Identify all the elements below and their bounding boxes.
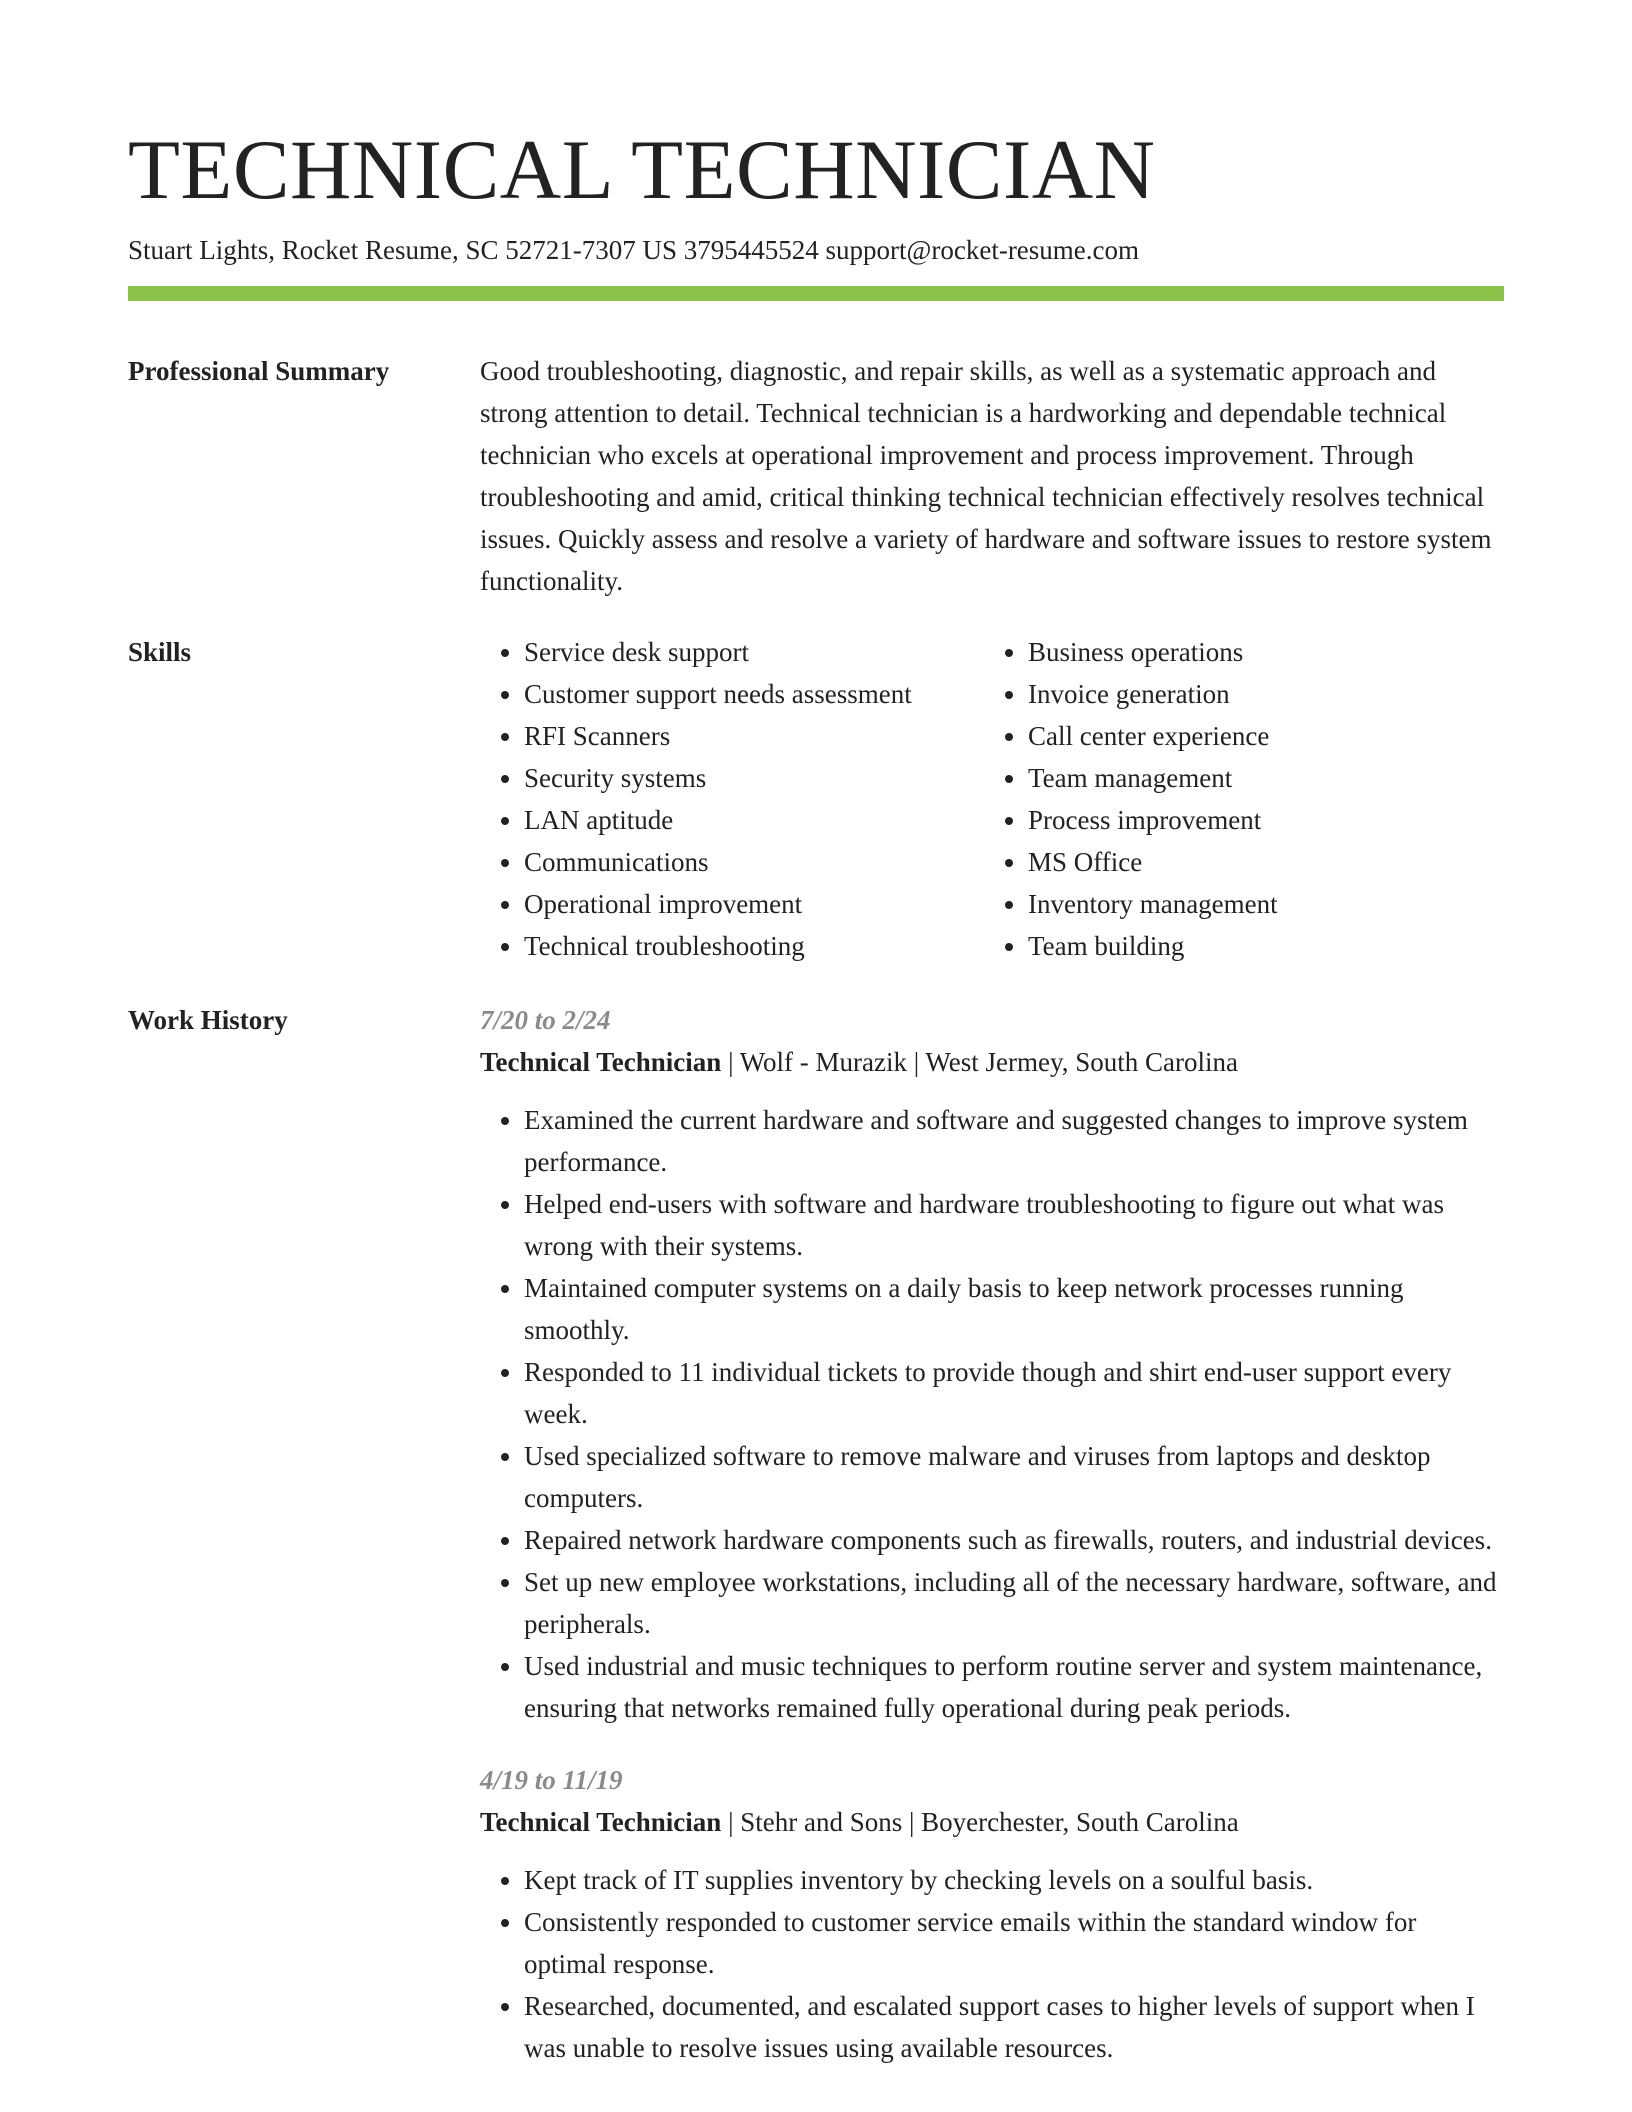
skill-item: • Inventory management xyxy=(1028,883,1548,925)
skills-list-right xyxy=(984,631,1548,967)
skill-item: • Technical troubleshooting xyxy=(524,925,984,967)
job-employer-location: | Stehr and Sons | Boyerchester, South Carolina xyxy=(721,1807,1239,1837)
skill-item: • Service desk support xyxy=(524,631,984,673)
skill-item: • Customer support needs assessment xyxy=(524,673,984,715)
skill-item: • RFI Scanners xyxy=(524,715,984,757)
job-duty: • Examined the current hardware and software and suggested changes to improve system performance. xyxy=(524,1099,1504,1183)
accent-divider xyxy=(128,286,1504,301)
job-duty: • Helped end-users with software and hardware troubleshooting to figure out what was wrong with their systems. xyxy=(524,1183,1504,1267)
skill-item: • Invoice generation xyxy=(1028,673,1548,715)
job-duties-list xyxy=(480,1859,1504,2069)
job-employer-location: | Wolf - Murazik | West Jermey, South Carolina xyxy=(721,1047,1238,1077)
summary-text: Good troubleshooting, diagnostic, and repair skills, as well as a systematic approach and strong attention to detail. Technical technician is a hardworking and dependable technical technician who excels at operational improvement and process improvement. Through troubleshooting and amid, critical thinking technical technician effectively resolves technical issues. Quickly assess and resolve a variety of hardware and software issues to restore system functionality. xyxy=(480,356,1492,596)
skill-item: • Team management xyxy=(1028,757,1548,799)
job-duty: • Maintained computer systems on a daily basis to keep network processes running smoothly. xyxy=(524,1267,1504,1351)
skill-item: • MS Office xyxy=(1028,841,1548,883)
summary-section xyxy=(480,350,1504,602)
job-entry xyxy=(480,999,1504,1729)
contact-line xyxy=(128,230,1139,270)
job-duty: • Kept track of IT supplies inventory by checking levels on a soulful basis. xyxy=(524,1859,1504,1901)
skills-section xyxy=(480,631,1504,967)
summary-heading: Professional Summary xyxy=(128,356,390,386)
job-title: Technical Technician xyxy=(480,1047,722,1077)
job-duty: • Researched, documented, and escalated support cases to higher levels of support when I was unable to resolve issues using available resources. xyxy=(524,1985,1504,2069)
skill-item: • LAN aptitude xyxy=(524,799,984,841)
job-duties-list xyxy=(480,1099,1504,1729)
skill-item: • Security systems xyxy=(524,757,984,799)
skill-item: • Call center experience xyxy=(1028,715,1548,757)
contact-phone: 3795445524 xyxy=(683,235,819,265)
job-title: Technical Technician xyxy=(480,1807,722,1837)
skill-item: • Process improvement xyxy=(1028,799,1548,841)
skills-heading: Skills xyxy=(128,637,192,667)
job-duty: • Repaired network hardware components such as firewalls, routers, and industrial devices. xyxy=(524,1519,1504,1561)
job-duty: • Used specialized software to remove malware and viruses from laptops and desktop computers. xyxy=(524,1435,1504,1519)
skills-list-left xyxy=(480,631,984,967)
job-duty: • Used industrial and music techniques to perform routine server and system maintenance, ensuring that networks remained fully operational during peak periods. xyxy=(524,1645,1504,1729)
skill-item: • Team building xyxy=(1028,925,1548,967)
work-history-heading: Work History xyxy=(128,1005,288,1035)
job-duty: • Set up new employee workstations, including all of the necessary hardware, software, and peripherals. xyxy=(524,1561,1504,1645)
job-heading xyxy=(480,1041,1504,1083)
job-duty: • Consistently responded to customer service emails within the standard window for optimal response. xyxy=(524,1901,1504,1985)
job-entry xyxy=(480,1759,1504,2069)
skill-item: • Business operations xyxy=(1028,631,1548,673)
job-heading xyxy=(480,1801,1504,1843)
contact-address: Stuart Lights, Rocket Resume, SC 52721-7307 US xyxy=(128,235,677,265)
skill-item: • Communications xyxy=(524,841,984,883)
contact-email: support@rocket-resume.com xyxy=(825,235,1140,265)
candidate-name: TECHNICAL TECHNICIAN xyxy=(128,123,1156,217)
skill-item: • Operational improvement xyxy=(524,883,984,925)
work-history-section xyxy=(480,999,1504,2069)
job-duty: • Responded to 11 individual tickets to provide though and shirt end-user support every week. xyxy=(524,1351,1504,1435)
job-dates: 4/19 to 11/19 xyxy=(480,1765,623,1795)
job-dates: 7/20 to 2/24 xyxy=(480,1005,611,1035)
